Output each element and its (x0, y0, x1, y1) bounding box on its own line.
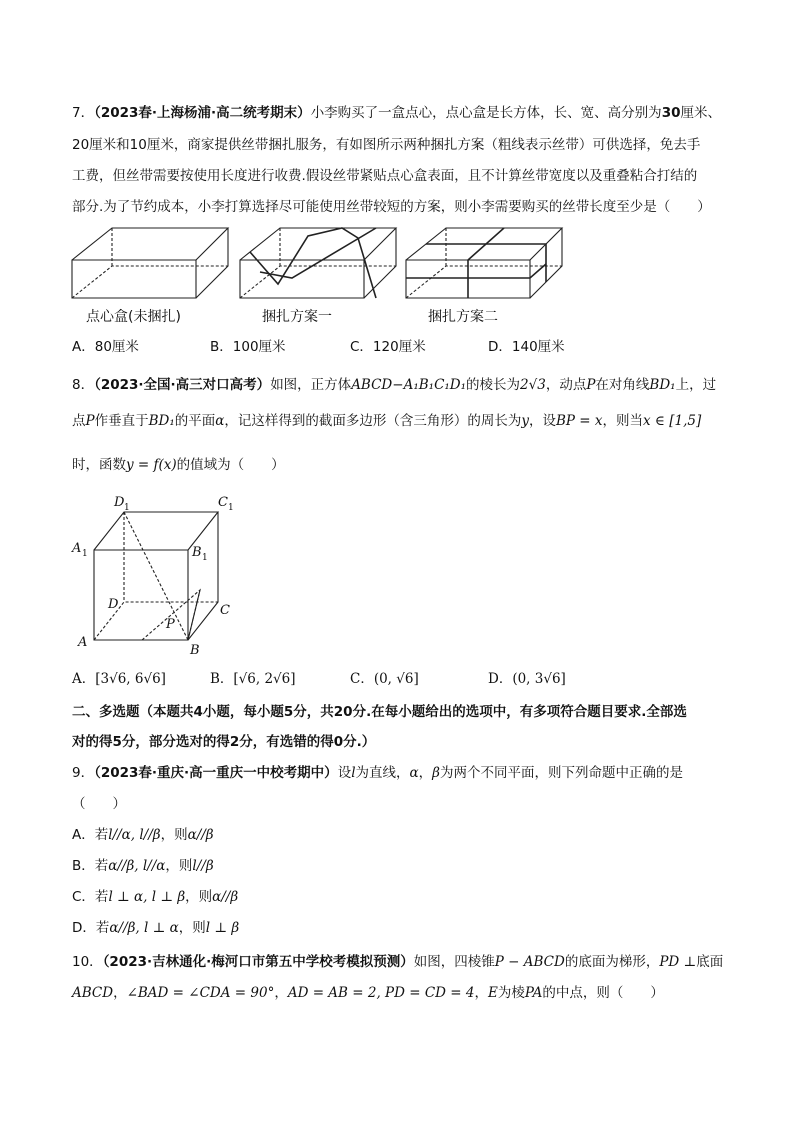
q10-line-2 (72, 984, 664, 1002)
q7-option-d[interactable]: D．140厘米 (488, 339, 565, 355)
q8-x-range: x ∈ [1,5] (643, 413, 702, 429)
q9-option-c[interactable] (72, 888, 238, 906)
q8-label-b1: B (192, 545, 202, 560)
q10-text: 的中点，则（ ） (542, 985, 664, 1001)
q9-option-a-then: ，则 (160, 827, 188, 843)
q8-y: y (521, 413, 530, 429)
q8-alpha: α (215, 413, 225, 429)
q9-option-a-result: α//β (187, 827, 214, 843)
q8-function: y = f(x) (126, 457, 177, 473)
q8-option-a[interactable]: A．[3√6, 6√6] (72, 671, 166, 687)
q9-comma: ， (418, 765, 433, 781)
q8-bp-x: BP = x (556, 413, 603, 429)
q7-number: 7． (72, 105, 95, 121)
q7-box-untied-figure (70, 226, 230, 300)
q8-point-p: P (85, 413, 95, 429)
q9-option-d-then: ，则 (178, 920, 206, 936)
q10-pyramid: P − ABCD (494, 954, 565, 970)
q7-source: （2023春·上海杨浦·高二统考期末） (94, 105, 311, 121)
q8-edge-length: 2√3 (520, 377, 546, 393)
q10-text: ， (113, 985, 127, 1001)
q8-text: 的平面 (174, 413, 216, 429)
q7-line-1 (72, 104, 721, 122)
q10-point-e: E (487, 985, 498, 1001)
q9-text: 为两个不同平面，则下列命题中正确的是 (439, 765, 683, 781)
q7-num: 30 (661, 105, 681, 121)
q8-label-a1-sub: 1 (82, 549, 88, 559)
q8-option-d[interactable]: D．(0, 3√6] (488, 671, 566, 687)
q9-text: 为直线， (355, 765, 410, 781)
q7-line-2: 20厘米和10厘米，商家提供丝带捆扎服务，有如图所示两种捆扎方案（粗线表示丝带）可供选择，免去手 (72, 137, 701, 153)
q8-text: 的值域为（ ） (176, 457, 285, 473)
q9-line-1 (72, 764, 683, 782)
q7-text: 小李购买了一盒点心，点心盒是长方体，长、宽、高分别为 (310, 105, 662, 121)
q8-text: 点 (72, 413, 86, 429)
q10-number: 10． (72, 954, 103, 970)
q9-line-2: （ ） (72, 796, 126, 812)
q7-line-4: 部分.为了节约成本，小李打算选择尽可能使用丝带较短的方案，则小李需要购买的丝带长度至少是（ ） (72, 199, 711, 215)
q9-text: 设 (337, 765, 352, 781)
q9-number: 9． (72, 765, 95, 781)
section-2-heading-line-1: 二、多选题（本题共4小题，每小题5分，共20分.在每小题给出的选项中，有多项符合题目要求.全部选 (72, 704, 687, 720)
q8-label-b1-sub: 1 (202, 553, 208, 563)
q9-option-c-then: ，则 (185, 889, 213, 905)
q8-label-c: C (220, 603, 230, 618)
q8-label-a1: A (72, 541, 82, 556)
q9-beta: β (432, 765, 440, 781)
q8-text: 时，函数 (72, 457, 126, 473)
q9-option-d-result: l ⊥ β (205, 920, 240, 936)
q7-line-3: 工费，但丝带需要按使用长度进行收费.假设丝带紧贴点心盒表面，且不计算丝带宽度以及重叠粘合打结的 (72, 168, 698, 184)
q9-option-c-result: α//β (212, 889, 239, 905)
q8-text: ，设 (529, 413, 557, 429)
q8-line-3 (72, 456, 285, 474)
q8-text: 上，过 (675, 377, 717, 393)
q8-point-p: P (586, 377, 596, 393)
q8-option-c[interactable]: C．(0, √6] (350, 671, 419, 687)
q7-box-scheme-two-figure (404, 226, 564, 300)
q8-line-1 (72, 376, 716, 394)
q8-cube-figure (70, 488, 240, 658)
q8-option-b[interactable]: B．[√6, 2√6] (210, 671, 296, 687)
q10-text: ， (274, 985, 288, 1001)
q8-text: 在对角线 (595, 377, 650, 393)
q8-diagonal: BD₁ (649, 377, 676, 393)
q8-text: ，记这样得到的截面多边形（含三角形）的周长为 (224, 413, 522, 429)
q8-text: 如图，正方体 (270, 377, 352, 393)
q7-caption-scheme-two: 捆扎方案二 (428, 309, 498, 325)
q7-text-tail: 厘米、 (680, 105, 721, 121)
section-2-heading-line-2: 对的得5分，部分选对的得2分，有选错的得0分.） (72, 734, 376, 750)
q10-pd-perp: PD ⊥ (659, 954, 697, 970)
q8-text: 的棱长为 (466, 377, 521, 393)
q10-text: 底面 (696, 954, 724, 970)
q7-option-c[interactable]: C．120厘米 (350, 339, 426, 355)
q10-line-1 (72, 953, 723, 971)
q9-option-a-premise: l//α, l//β (108, 827, 161, 843)
q8-label-a: A (78, 635, 88, 650)
q8-label-p: P (166, 617, 175, 632)
q10-edge-pa: PA (524, 985, 543, 1001)
q7-option-b[interactable]: B．100厘米 (210, 339, 286, 355)
q10-angles: ∠BAD = ∠CDA = 90° (126, 985, 275, 1001)
q8-diagonal: BD₁ (148, 413, 175, 429)
q9-option-a-label: A．若 (72, 827, 109, 843)
q9-option-b-result: l//β (192, 858, 214, 874)
q9-option-b[interactable] (72, 857, 214, 875)
q8-line-2 (72, 412, 701, 430)
q10-base: ABCD (72, 985, 114, 1001)
q8-label-d: D (108, 597, 119, 612)
q10-lengths: AD = AB = 2, PD = CD = 4 (287, 985, 475, 1001)
q10-text: 如图，四棱锥 (413, 954, 495, 970)
q8-label-d1-sub: 1 (124, 503, 130, 513)
q10-source: （2023·吉林通化·梅河口市第五中学校考模拟预测） (102, 954, 414, 970)
q7-box-scheme-one-figure (238, 226, 398, 300)
q8-label-c1-sub: 1 (228, 503, 234, 513)
q9-option-b-label: B．若 (72, 858, 109, 874)
q9-option-a[interactable] (72, 826, 214, 844)
q8-text: 作垂直于 (94, 413, 149, 429)
q8-number: 8． (72, 377, 95, 393)
q10-text: ， (474, 985, 488, 1001)
q9-alpha: α (409, 765, 419, 781)
q10-text: 的底面为梯形， (564, 954, 660, 970)
q7-option-a[interactable]: A．80厘米 (72, 339, 139, 355)
q9-source: （2023春·重庆·高一重庆一中校考期中） (94, 765, 338, 781)
q7-caption-scheme-one: 捆扎方案一 (262, 309, 332, 325)
q8-label-d1: D (114, 495, 125, 510)
q8-label-b: B (190, 643, 200, 658)
q8-source: （2023·全国·高三对口高考） (94, 377, 271, 393)
q9-option-b-premise: α//β, l//α (108, 858, 166, 874)
q8-text: ，则当 (602, 413, 644, 429)
q9-option-c-label: C．若 (72, 889, 109, 905)
q8-cube-name: ABCD−A₁B₁C₁D₁ (351, 377, 467, 393)
q9-option-d-label: D．若 (72, 920, 110, 936)
q7-caption-untied: 点心盒(未捆扎) (86, 309, 181, 325)
q9-line-l: l (351, 765, 356, 781)
q9-option-b-then: ，则 (165, 858, 193, 874)
q9-option-d[interactable] (72, 919, 239, 937)
q9-option-c-premise: l ⊥ α, l ⊥ β (108, 889, 186, 905)
q8-label-c1: C (218, 495, 228, 510)
q10-text: 为棱 (497, 985, 525, 1001)
q8-text: ，动点 (545, 377, 587, 393)
q9-option-d-premise: α//β, l ⊥ α (109, 920, 179, 936)
